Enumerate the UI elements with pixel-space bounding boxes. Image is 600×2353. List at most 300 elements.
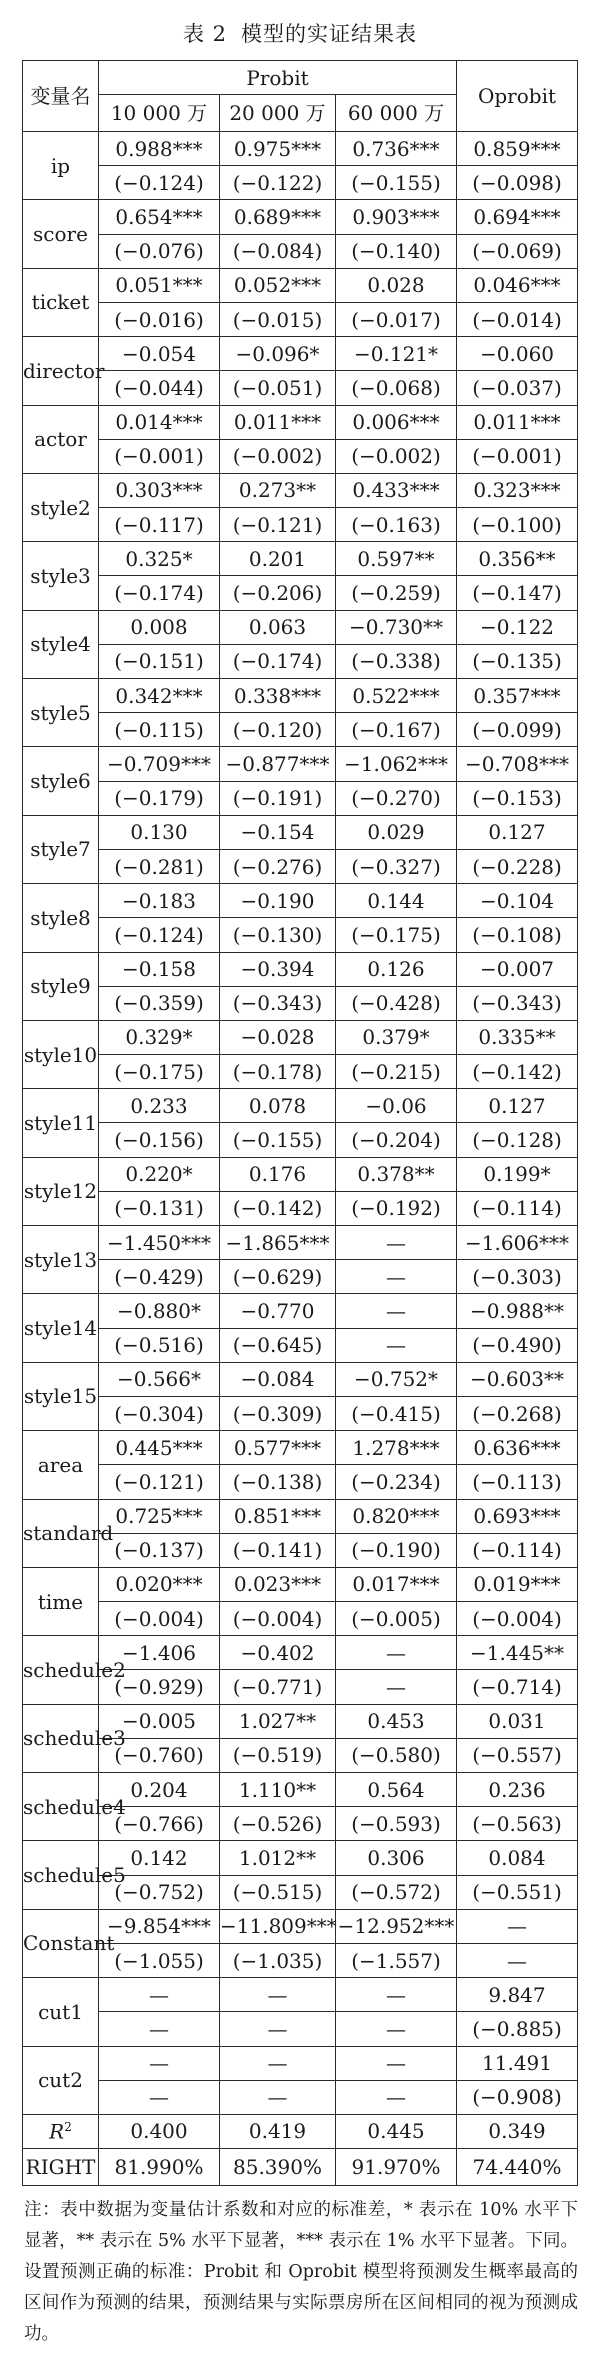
se-cell: (−0.580) (336, 1738, 457, 1772)
variable-name: area (23, 1431, 99, 1499)
coef-cell: 0.006*** (336, 405, 457, 439)
se-cell: — (220, 2012, 336, 2046)
coef-cell: 0.233 (99, 1089, 220, 1123)
coef-cell: −0.060 (457, 337, 578, 371)
coef-cell: −0.709*** (99, 747, 220, 781)
coef-cell: −0.877*** (220, 747, 336, 781)
variable-name: style2 (23, 473, 99, 541)
variable-name: style5 (23, 679, 99, 747)
coef-cell: 0.023*** (220, 1567, 336, 1601)
se-row (23, 1260, 578, 1294)
se-row (23, 1328, 578, 1362)
header-oprobit: Oprobit (457, 61, 578, 132)
se-row (23, 644, 578, 678)
coef-cell: −0.122 (457, 610, 578, 644)
se-cell: (−0.099) (457, 713, 578, 747)
coef-cell: 0.014*** (99, 405, 220, 439)
se-cell: (−0.645) (220, 1328, 336, 1362)
right-cell: 91.970% (336, 2149, 457, 2186)
variable-name: cut1 (23, 1978, 99, 2046)
coef-cell: — (336, 2046, 457, 2080)
coef-cell: — (336, 1294, 457, 1328)
coef-cell: 0.273** (220, 473, 336, 507)
table-caption (0, 18, 600, 48)
coef-cell: −0.154 (220, 815, 336, 849)
r2-row (23, 2114, 578, 2148)
se-cell: (−0.155) (220, 1123, 336, 1157)
coef-cell: — (457, 1909, 578, 1943)
coef-cell: — (336, 1978, 457, 2012)
r2-superscript: 2 (64, 2120, 72, 2135)
se-cell: (−0.138) (220, 1465, 336, 1499)
se-cell: (−1.035) (220, 1943, 336, 1977)
se-cell: (−0.121) (220, 508, 336, 542)
se-row (23, 2012, 578, 2046)
se-cell: (−0.629) (220, 1260, 336, 1294)
se-cell: (−0.526) (220, 1807, 336, 1841)
coef-cell: 0.029 (336, 815, 457, 849)
se-cell: (−0.135) (457, 644, 578, 678)
se-cell: (−0.124) (99, 918, 220, 952)
coef-cell: −1.062*** (336, 747, 457, 781)
se-cell: (−0.147) (457, 576, 578, 610)
coef-cell: — (220, 2046, 336, 2080)
coef-row (23, 1636, 578, 1670)
se-row (23, 1396, 578, 1430)
coef-cell: 0.236 (457, 1773, 578, 1807)
coef-cell: −1.406 (99, 1636, 220, 1670)
coef-cell: 0.046*** (457, 268, 578, 302)
coef-cell: 0.051*** (99, 268, 220, 302)
r2-cell: 0.349 (457, 2114, 578, 2148)
coef-row (23, 1773, 578, 1807)
coef-cell: 0.903*** (336, 200, 457, 234)
se-cell: (−0.175) (336, 918, 457, 952)
se-cell: (−0.338) (336, 644, 457, 678)
variable-name: style4 (23, 610, 99, 678)
coef-cell: −0.402 (220, 1636, 336, 1670)
coef-cell: 0.011*** (457, 405, 578, 439)
coef-cell: 0.433*** (336, 473, 457, 507)
coef-row (23, 2046, 578, 2080)
coef-row (23, 337, 578, 371)
coef-cell: 1.012** (220, 1841, 336, 1875)
variable-name: Constant (23, 1909, 99, 1977)
se-cell: (−0.037) (457, 371, 578, 405)
se-cell: (−0.309) (220, 1396, 336, 1430)
se-cell: (−0.908) (457, 2080, 578, 2114)
variable-name: score (23, 200, 99, 268)
coef-cell: 0.378** (336, 1157, 457, 1191)
se-cell: (−0.270) (336, 781, 457, 815)
coef-cell: 0.220* (99, 1157, 220, 1191)
coef-cell: −1.606*** (457, 1226, 578, 1260)
coef-cell: −0.988** (457, 1294, 578, 1328)
coef-cell: 0.725*** (99, 1499, 220, 1533)
se-cell: (−0.551) (457, 1875, 578, 1909)
coef-cell: 0.654*** (99, 200, 220, 234)
coef-row (23, 679, 578, 713)
se-cell: (−0.303) (457, 1260, 578, 1294)
se-cell: (−0.156) (99, 1123, 220, 1157)
coef-cell: 0.859*** (457, 132, 578, 166)
header-probit: Probit (99, 61, 457, 95)
coef-cell: 0.019*** (457, 1567, 578, 1601)
se-cell: (−0.001) (457, 439, 578, 473)
coef-cell: 0.988*** (99, 132, 220, 166)
se-cell: (−0.122) (220, 166, 336, 200)
results-table (22, 60, 578, 2186)
coef-row (23, 1567, 578, 1601)
se-cell: (−0.115) (99, 713, 220, 747)
coef-cell: 0.975*** (220, 132, 336, 166)
se-cell: (−0.044) (99, 371, 220, 405)
se-cell: (−0.114) (457, 1533, 578, 1567)
se-row (23, 781, 578, 815)
coef-cell: 0.522*** (336, 679, 457, 713)
coef-cell: 1.278*** (336, 1431, 457, 1465)
se-cell: (−0.142) (220, 1191, 336, 1225)
variable-name: style11 (23, 1089, 99, 1157)
variable-name: style13 (23, 1226, 99, 1294)
coef-cell: −0.104 (457, 884, 578, 918)
se-cell: — (336, 2012, 457, 2046)
variable-name: style7 (23, 815, 99, 883)
variable-name: director (23, 337, 99, 405)
se-cell: (−0.771) (220, 1670, 336, 1704)
se-row (23, 1055, 578, 1089)
variable-name: schedule4 (23, 1773, 99, 1841)
se-cell: — (336, 2080, 457, 2114)
coef-cell: 0.303*** (99, 473, 220, 507)
se-cell: (−1.055) (99, 1943, 220, 1977)
coef-cell: −0.028 (220, 1020, 336, 1054)
se-cell: (−0.128) (457, 1123, 578, 1157)
coef-cell: −0.880* (99, 1294, 220, 1328)
se-cell: (−0.151) (99, 644, 220, 678)
coef-cell: 0.689*** (220, 200, 336, 234)
se-cell: (−0.131) (99, 1191, 220, 1225)
variable-name: style6 (23, 747, 99, 815)
coef-cell: 0.357*** (457, 679, 578, 713)
coef-cell: 0.201 (220, 542, 336, 576)
coef-row (23, 473, 578, 507)
se-cell: (−0.191) (220, 781, 336, 815)
se-cell: — (220, 2080, 336, 2114)
table-title: 模型的实证结果表 (241, 22, 418, 46)
se-cell: (−0.120) (220, 713, 336, 747)
variable-name: time (23, 1567, 99, 1635)
coef-cell: 0.144 (336, 884, 457, 918)
right-cell: 81.990% (99, 2149, 220, 2186)
variable-name: schedule5 (23, 1841, 99, 1909)
coef-row (23, 1294, 578, 1328)
se-cell: (−0.714) (457, 1670, 578, 1704)
coef-cell: — (336, 1636, 457, 1670)
variable-name: style9 (23, 952, 99, 1020)
se-cell: — (457, 1943, 578, 1977)
variable-name: schedule3 (23, 1704, 99, 1772)
header-var: 变量名 (23, 61, 99, 132)
coef-cell: 0.564 (336, 1773, 457, 1807)
coef-cell: −9.854*** (99, 1909, 220, 1943)
se-cell: (−0.190) (336, 1533, 457, 1567)
coef-cell: 0.084 (457, 1841, 578, 1875)
variable-name: standard (23, 1499, 99, 1567)
se-cell: (−0.929) (99, 1670, 220, 1704)
se-cell: (−0.259) (336, 576, 457, 610)
coef-cell: 0.453 (336, 1704, 457, 1738)
coef-row (23, 884, 578, 918)
se-cell: (−0.014) (457, 302, 578, 336)
coef-cell: 0.636*** (457, 1431, 578, 1465)
variable-name: actor (23, 405, 99, 473)
se-cell: (−0.429) (99, 1260, 220, 1294)
se-cell: (−0.137) (99, 1533, 220, 1567)
table-note: 注：表中数据为变量估计系数和对应的标准差，* 表示在 10% 水平下显著，** 表示在 5% 水平下显著，*** 表示在 1% 水平下显著。下同。设置预测正确的标准：Probit 和 Oprobit 模型将预测发生概率最高的区间作为预测的结果，预测结果与实际票房所在区间相同的视为预测成功。 (24, 2200, 578, 2344)
se-cell: (−0.215) (336, 1055, 457, 1089)
se-cell: (−0.359) (99, 986, 220, 1020)
se-cell: (−0.276) (220, 849, 336, 883)
coef-cell: — (99, 2046, 220, 2080)
coef-cell: 0.142 (99, 1841, 220, 1875)
se-cell: (−0.084) (220, 234, 336, 268)
coef-cell: 0.011*** (220, 405, 336, 439)
coef-cell: 0.736*** (336, 132, 457, 166)
coef-row (23, 268, 578, 302)
variable-name: style3 (23, 542, 99, 610)
se-row (23, 166, 578, 200)
se-row (23, 918, 578, 952)
se-row (23, 2080, 578, 2114)
se-row (23, 371, 578, 405)
se-cell: (−0.519) (220, 1738, 336, 1772)
se-cell: (−0.108) (457, 918, 578, 952)
coef-cell: −1.450*** (99, 1226, 220, 1260)
se-cell: (−0.167) (336, 713, 457, 747)
se-cell: (−0.076) (99, 234, 220, 268)
se-row (23, 439, 578, 473)
coef-cell: 1.110** (220, 1773, 336, 1807)
variable-name: ip (23, 132, 99, 200)
se-cell: (−0.068) (336, 371, 457, 405)
se-cell: (−0.051) (220, 371, 336, 405)
se-cell: (−0.002) (220, 439, 336, 473)
se-row (23, 1191, 578, 1225)
coef-cell: −0.005 (99, 1704, 220, 1738)
se-cell: (−0.428) (336, 986, 457, 1020)
header-row-1 (23, 61, 578, 95)
coef-cell: — (99, 1978, 220, 2012)
coef-cell: −0.566* (99, 1362, 220, 1396)
se-cell: (−0.153) (457, 781, 578, 815)
coef-cell: −1.865*** (220, 1226, 336, 1260)
coef-cell: 0.028 (336, 268, 457, 302)
coef-row (23, 1226, 578, 1260)
se-cell: (−0.140) (336, 234, 457, 268)
coef-cell: −0.06 (336, 1089, 457, 1123)
coef-cell: −0.770 (220, 1294, 336, 1328)
coef-cell: −11.809*** (220, 1909, 336, 1943)
coef-cell: 0.356** (457, 542, 578, 576)
se-cell: (−0.415) (336, 1396, 457, 1430)
coef-cell: 0.693*** (457, 1499, 578, 1533)
se-cell: (−0.163) (336, 508, 457, 542)
coef-row (23, 1362, 578, 1396)
se-cell: — (99, 2012, 220, 2046)
se-cell: — (336, 1670, 457, 1704)
coef-cell: 0.329* (99, 1020, 220, 1054)
se-cell: (−0.572) (336, 1875, 457, 1909)
se-cell: (−0.121) (99, 1465, 220, 1499)
r2-label (23, 2114, 99, 2148)
coef-cell: −0.054 (99, 337, 220, 371)
se-cell: (−0.228) (457, 849, 578, 883)
coef-cell: 0.445*** (99, 1431, 220, 1465)
se-cell: (−0.343) (220, 986, 336, 1020)
coef-cell: 0.204 (99, 1773, 220, 1807)
header-probit-sub: 10 000 万 (99, 95, 220, 132)
se-cell: (−0.016) (99, 302, 220, 336)
coef-cell: 0.851*** (220, 1499, 336, 1533)
coef-row (23, 542, 578, 576)
coef-row (23, 200, 578, 234)
coef-cell: 0.199* (457, 1157, 578, 1191)
coef-cell: 0.306 (336, 1841, 457, 1875)
se-cell: — (336, 1260, 457, 1294)
se-cell: (−0.593) (336, 1807, 457, 1841)
se-cell: (−0.752) (99, 1875, 220, 1909)
se-row (23, 302, 578, 336)
coef-row (23, 952, 578, 986)
coef-cell: 0.008 (99, 610, 220, 644)
r2-cell: 0.400 (99, 2114, 220, 2148)
coef-row (23, 747, 578, 781)
coef-cell: 0.063 (220, 610, 336, 644)
coef-cell: 0.342*** (99, 679, 220, 713)
coef-row (23, 1704, 578, 1738)
coef-row (23, 1020, 578, 1054)
coef-row (23, 405, 578, 439)
variable-name: ticket (23, 268, 99, 336)
se-cell: (−0.178) (220, 1055, 336, 1089)
coef-cell: 0.338*** (220, 679, 336, 713)
coef-cell: −0.121* (336, 337, 457, 371)
variable-name: style14 (23, 1294, 99, 1362)
coef-cell: −0.190 (220, 884, 336, 918)
coef-cell: −0.708*** (457, 747, 578, 781)
se-cell: (−0.117) (99, 508, 220, 542)
coef-cell: −0.183 (99, 884, 220, 918)
se-row (23, 508, 578, 542)
coef-row (23, 1431, 578, 1465)
coef-cell: −0.394 (220, 952, 336, 986)
se-cell: (−0.005) (336, 1602, 457, 1636)
se-cell: (−0.179) (99, 781, 220, 815)
header-probit-sub: 20 000 万 (220, 95, 336, 132)
se-cell: — (336, 1328, 457, 1362)
se-cell: (−0.114) (457, 1191, 578, 1225)
variable-name: style8 (23, 884, 99, 952)
se-cell: (−0.343) (457, 986, 578, 1020)
se-cell: (−0.206) (220, 576, 336, 610)
coef-cell: 0.127 (457, 815, 578, 849)
coef-row (23, 610, 578, 644)
coef-cell: 0.130 (99, 815, 220, 849)
coef-cell: 0.052*** (220, 268, 336, 302)
coef-cell: 0.126 (336, 952, 457, 986)
se-cell: (−0.004) (457, 1602, 578, 1636)
coef-row (23, 132, 578, 166)
se-row (23, 1465, 578, 1499)
right-row (23, 2149, 578, 2186)
right-cell: 74.440% (457, 2149, 578, 2186)
table-number: 表 2 (182, 22, 228, 46)
se-cell: (−0.490) (457, 1328, 578, 1362)
coef-cell: −0.730** (336, 610, 457, 644)
coef-cell: 0.820*** (336, 1499, 457, 1533)
se-cell: (−1.557) (336, 1943, 457, 1977)
coef-cell: 0.127 (457, 1089, 578, 1123)
coef-cell: 0.176 (220, 1157, 336, 1191)
se-cell: (−0.304) (99, 1396, 220, 1430)
right-label: RIGHT (23, 2149, 99, 2186)
se-cell: (−0.174) (99, 576, 220, 610)
se-cell: (−0.766) (99, 1807, 220, 1841)
se-cell: (−0.113) (457, 1465, 578, 1499)
se-cell: (−0.174) (220, 644, 336, 678)
r2-cell: 0.445 (336, 2114, 457, 2148)
coef-cell: −1.445** (457, 1636, 578, 1670)
se-cell: (−0.142) (457, 1055, 578, 1089)
coef-cell: 11.491 (457, 2046, 578, 2080)
se-cell: (−0.069) (457, 234, 578, 268)
variable-name: style15 (23, 1362, 99, 1430)
coef-row (23, 1978, 578, 2012)
coef-cell: 0.335** (457, 1020, 578, 1054)
coef-cell: 0.694*** (457, 200, 578, 234)
se-row (23, 986, 578, 1020)
se-row (23, 849, 578, 883)
se-cell: — (99, 2080, 220, 2114)
coef-cell: −0.084 (220, 1362, 336, 1396)
se-cell: (−0.760) (99, 1738, 220, 1772)
coef-cell: −0.603** (457, 1362, 578, 1396)
se-cell: (−0.192) (336, 1191, 457, 1225)
se-cell: (−0.098) (457, 166, 578, 200)
se-cell: (−0.004) (99, 1602, 220, 1636)
se-cell: (−0.124) (99, 166, 220, 200)
se-cell: (−0.002) (336, 439, 457, 473)
coef-cell: 0.577*** (220, 1431, 336, 1465)
se-cell: (−0.015) (220, 302, 336, 336)
coef-cell: −0.158 (99, 952, 220, 986)
coef-row (23, 1157, 578, 1191)
se-row (23, 576, 578, 610)
se-cell: (−0.557) (457, 1738, 578, 1772)
se-row (23, 1123, 578, 1157)
se-cell: (−0.516) (99, 1328, 220, 1362)
se-cell: (−0.234) (336, 1465, 457, 1499)
se-cell: (−0.001) (99, 439, 220, 473)
right-cell: 85.390% (220, 2149, 336, 2186)
coef-row (23, 1909, 578, 1943)
coef-cell: −0.007 (457, 952, 578, 986)
se-cell: (−0.155) (336, 166, 457, 200)
se-cell: (−0.204) (336, 1123, 457, 1157)
se-cell: (−0.004) (220, 1602, 336, 1636)
header-probit-sub: 60 000 万 (336, 95, 457, 132)
